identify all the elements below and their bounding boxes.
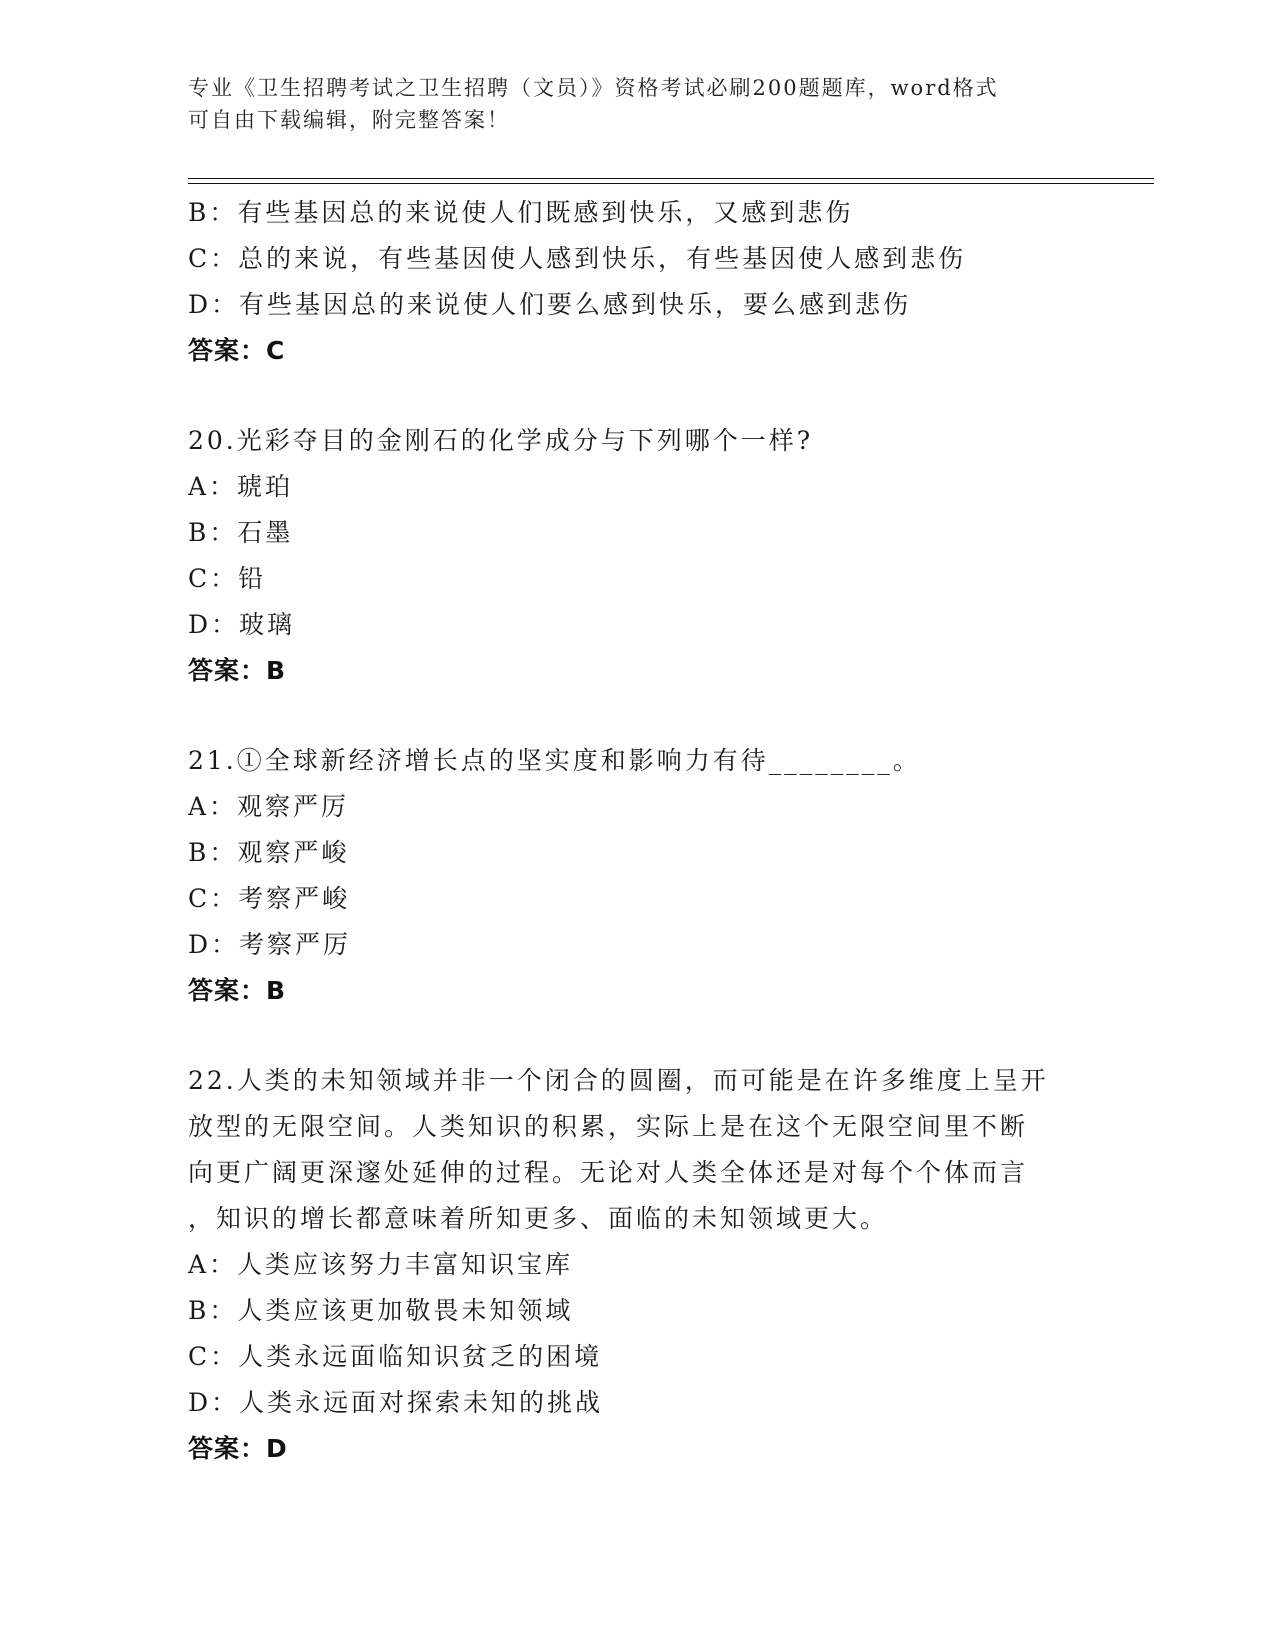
option-a: A：人类应该努力丰富知识宝库 xyxy=(188,1250,574,1279)
header-title-line-2: 可自由下载编辑，附完整答案！ xyxy=(188,108,510,132)
answer-label: 答案：B xyxy=(188,976,287,1005)
question-list xyxy=(188,190,1088,1472)
option-d: D：考察严厉 xyxy=(188,930,352,959)
question-stem-line: 放型的无限空间。人类知识的积累，实际上是在这个无限空间里不断 xyxy=(188,1112,1029,1141)
question-stem-line: 向更广阔更深邃处延伸的过程。无论对人类全体还是对每个个体而言 xyxy=(188,1158,1029,1187)
question-22 xyxy=(188,1058,1088,1472)
header-divider-bottom xyxy=(188,183,1154,184)
header-divider-top xyxy=(188,178,1154,179)
spacer xyxy=(188,374,1088,418)
option-c: C：人类永远面临知识贫乏的困境 xyxy=(188,1342,603,1371)
option-a: A：琥珀 xyxy=(188,472,294,501)
option-b: B：观察严峻 xyxy=(188,838,350,867)
option-d: D：有些基因总的来说使人们要么感到快乐，要么感到悲伤 xyxy=(188,290,912,319)
option-c: C：总的来说，有些基因使人感到快乐，有些基因使人感到悲伤 xyxy=(188,244,967,273)
option-c: C：考察严峻 xyxy=(188,884,351,913)
answer-label: 答案：C xyxy=(188,336,286,365)
question-20 xyxy=(188,418,1088,694)
question-21 xyxy=(188,738,1088,1014)
spacer xyxy=(188,1014,1088,1058)
option-a: A：观察严厉 xyxy=(188,792,350,821)
option-d: D：玻璃 xyxy=(188,610,296,639)
spacer xyxy=(188,694,1088,738)
question-stem: 20.光彩夺目的金刚石的化学成分与下列哪个一样? xyxy=(188,426,814,455)
question-19-continued xyxy=(188,190,1088,374)
question-stem-line: ，知识的增长都意味着所知更多、面临的未知领域更大。 xyxy=(188,1204,889,1233)
header-title-line-1: 专业《卫生招聘考试之卫生招聘（文员）》资格考试必刷200题题库，word格式 xyxy=(188,76,999,100)
option-b: B：石墨 xyxy=(188,518,294,547)
question-stem-line: 22.人类的未知领域并非一个闭合的圆圈，而可能是在许多维度上呈开 xyxy=(188,1066,1049,1095)
document-header xyxy=(188,72,1068,136)
option-d: D：人类永远面对探索未知的挑战 xyxy=(188,1388,604,1417)
option-b: B：人类应该更加敬畏未知领域 xyxy=(188,1296,574,1325)
answer-label: 答案：B xyxy=(188,656,287,685)
question-stem: 21.①全球新经济增长点的坚实度和影响力有待________。 xyxy=(188,746,921,775)
option-c: C：铅 xyxy=(188,564,267,593)
option-b: B：有些基因总的来说使人们既感到快乐，又感到悲伤 xyxy=(188,198,854,227)
answer-label: 答案：D xyxy=(188,1434,288,1463)
